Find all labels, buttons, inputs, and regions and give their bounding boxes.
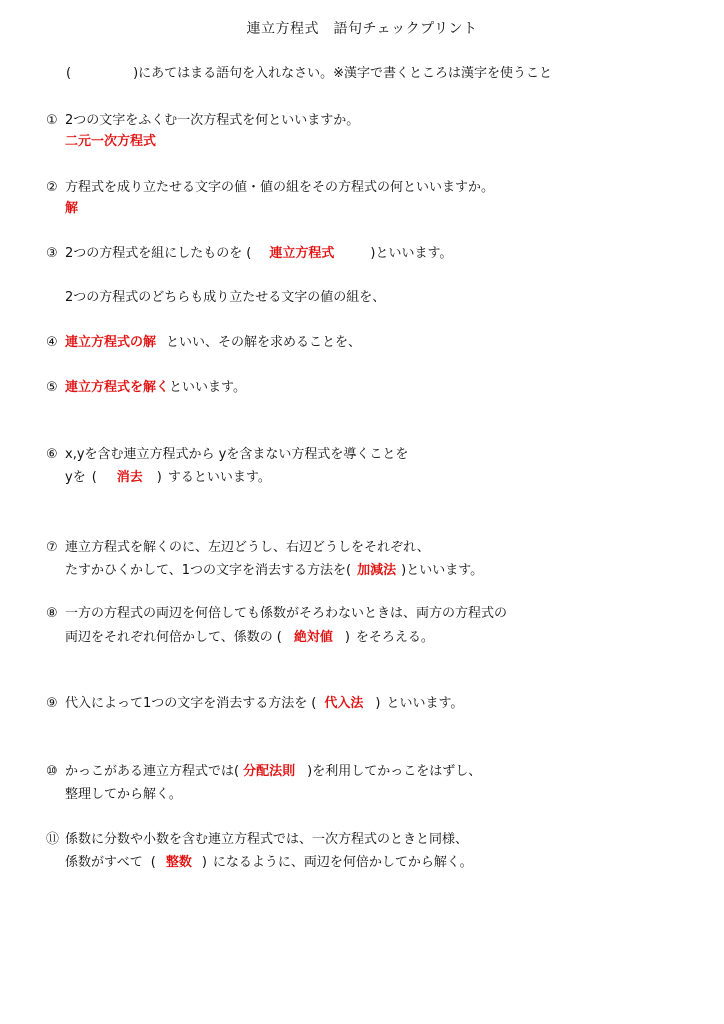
question-text: 2つの文字をふくむ一次方程式を何といいますか。 (65, 113, 360, 128)
question-text-post: といいます。 (406, 563, 484, 578)
question-2 (46, 180, 494, 196)
question-number: ⑥ (46, 447, 58, 462)
question-11-line-2 (65, 855, 473, 871)
question-11 (46, 832, 468, 848)
open-paren: ( (246, 246, 252, 261)
question-text: 一方の方程式の両辺を何倍しても係数がそろわないときは、両方の方程式の (65, 606, 508, 621)
question-text-post: といい、その解を求めることを、 (166, 335, 362, 350)
question-number: ⑪ (46, 832, 60, 847)
question-text-post: といいます。 (169, 380, 246, 395)
question-10 (46, 764, 481, 780)
answer-3: 連立方程式 (269, 246, 335, 261)
question-text-post: をそろえる。 (355, 630, 434, 645)
question-number: ④ (46, 335, 58, 350)
question-number: ⑤ (46, 380, 58, 395)
question-number: ③ (46, 246, 58, 261)
close-paren: ) (370, 246, 376, 261)
answer-4: 連立方程式の解 (65, 335, 157, 350)
question-6 (46, 447, 408, 463)
close-paren: ) (375, 696, 381, 711)
question-number: ⑩ (46, 764, 58, 779)
question-text: 係数に分数や小数を含む連立方程式では、一次方程式のときと同様、 (65, 832, 469, 847)
question-9 (46, 696, 463, 712)
question-text-post: になるように、両辺を何倍かしてから解く。 (212, 855, 473, 870)
open-paren: ( (276, 630, 282, 645)
question-3-continued: 2つの方程式のどちらも成り立たせる文字の値の組を、 (65, 290, 386, 305)
question-10-line-2: 整理してから解く。 (65, 787, 182, 802)
question-text-pre: 両辺をそれぞれ何倍かして、係数の (65, 630, 273, 645)
open-paren: ( (150, 855, 156, 870)
question-text: x,yを含む連立方程式から yを含まない方程式を導くことを (65, 447, 409, 462)
close-paren: ) (201, 855, 207, 870)
answer-2: 解 (65, 201, 79, 216)
question-8-line-2 (65, 630, 434, 646)
instruction-open-paren: ( (66, 66, 72, 81)
close-paren: ) (344, 630, 350, 645)
close-paren: ) (156, 470, 162, 485)
close-paren: ) (401, 563, 407, 578)
answer-7: 加減法 (357, 563, 397, 578)
question-text: 代入によって1つの文字を消去する方法を (65, 696, 308, 711)
question-text: 連立方程式を解くのに、左辺どうし、右辺どうしをそれぞれ、 (65, 540, 430, 555)
question-number: ② (46, 180, 58, 195)
open-paren: ( (346, 563, 352, 578)
question-number: ⑨ (46, 696, 58, 711)
answer-1: 二元一次方程式 (65, 134, 157, 149)
question-text-pre: yを (65, 470, 86, 485)
question-1 (46, 113, 359, 129)
question-8 (46, 606, 507, 622)
open-paren: ( (311, 696, 317, 711)
answer-10: 分配法則 (243, 764, 296, 779)
answer-9: 代入法 (324, 696, 364, 711)
question-text-post: といいます。 (375, 246, 453, 261)
instruction-line (66, 66, 552, 82)
question-number: ① (46, 113, 58, 128)
question-text: 方程式を成り立たせる文字の値・値の組をその方程式の何といいますか。 (65, 180, 495, 195)
question-number: ⑧ (46, 606, 58, 621)
question-text: 2つの方程式を組にしたものを (65, 246, 243, 261)
question-7-line-2 (65, 563, 483, 579)
open-paren: ( (91, 470, 97, 485)
question-text-post: を利用してかっこをはずし、 (312, 764, 482, 779)
answer-5: 連立方程式を解く (65, 380, 170, 395)
answer-6: 消去 (116, 470, 143, 485)
question-text-pre: たすかひくかして、1つの文字を消去する方法を (65, 563, 347, 578)
answer-11: 整数 (165, 855, 192, 870)
question-7 (46, 540, 430, 556)
answer-8: 絶対値 (293, 630, 333, 645)
question-text-post: といいます。 (386, 696, 464, 711)
question-3 (46, 246, 452, 262)
question-text-post: するといいます。 (167, 470, 271, 485)
page-title: 連立方程式 語句チェックプリント (246, 21, 478, 37)
close-paren: ) (307, 764, 313, 779)
instruction-text: )にあてはまる語句を入れなさい。※漢字で書くところは漢字を使うこと (133, 66, 553, 81)
question-6-line-2 (65, 470, 271, 486)
question-5 (46, 380, 246, 396)
question-4 (46, 335, 361, 351)
question-text-pre: 係数がすべて (65, 855, 143, 870)
question-number: ⑦ (46, 540, 58, 555)
open-paren: ( (234, 764, 240, 779)
question-text: かっこがある連立方程式では (65, 764, 235, 779)
